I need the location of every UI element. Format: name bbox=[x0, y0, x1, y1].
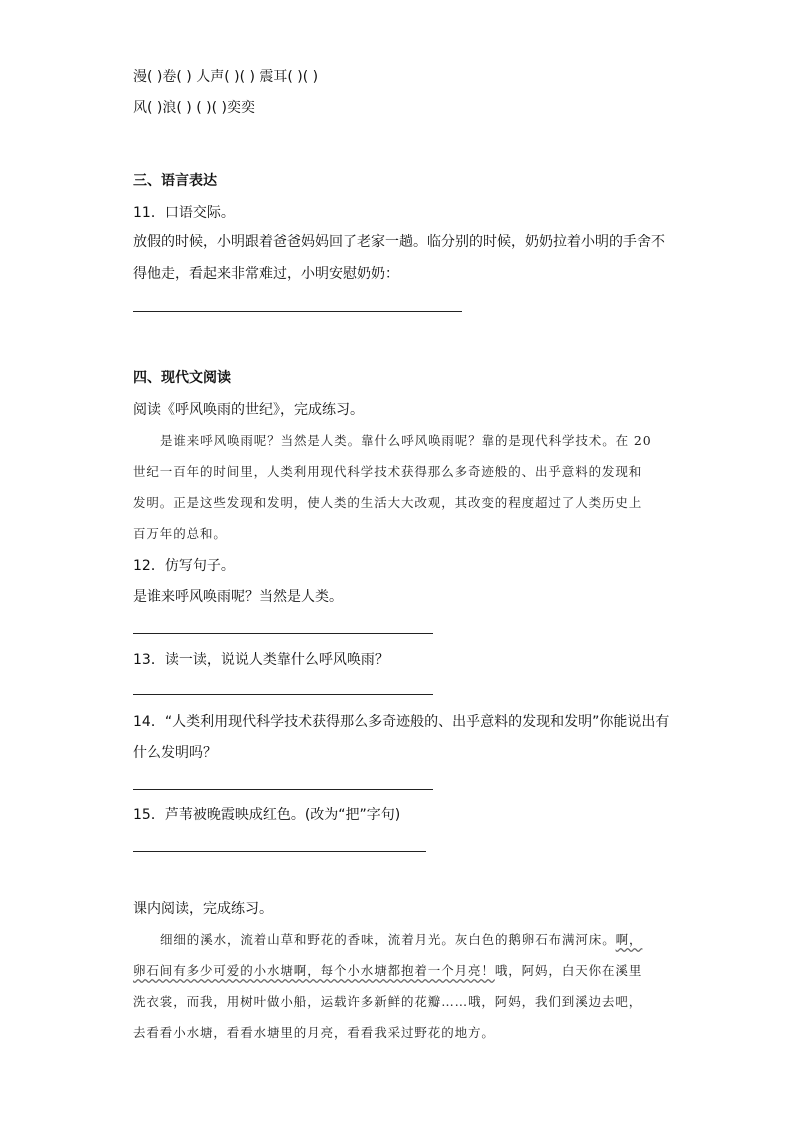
answer-line-q15[interactable] bbox=[133, 851, 426, 852]
passage-line-2: 世纪一百年的时间里，人类利用现代科学技术获得那么多奇迹般的、出乎意料的发现和 bbox=[133, 464, 643, 479]
answer-line-q12[interactable] bbox=[133, 633, 433, 634]
passage-line-1: 是谁来呼风唤雨呢？当然是人类。靠什么呼风唤雨呢？靠的是现代科学技术。在 20 bbox=[160, 433, 652, 448]
section-3-heading: 三、语言表达 bbox=[133, 173, 217, 189]
question-13: 13．读一读，说说人类靠什么呼风唤雨？ bbox=[133, 652, 389, 668]
passage-2-line-2-text: 哦，阿妈，白天你在溪里 bbox=[494, 963, 643, 978]
fill-blank-line-2: 风( )浪( ) ( )( )奕奕 bbox=[133, 100, 255, 116]
answer-line-q13[interactable] bbox=[133, 694, 433, 695]
section-4-heading: 四、现代文阅读 bbox=[133, 370, 231, 386]
question-11-title: 11．口语交际。 bbox=[133, 205, 235, 221]
question-14-line-2: 什么发明吗？ bbox=[133, 745, 217, 761]
question-15: 15．芦苇被晚霞映成红色。(改为“把”字句) bbox=[133, 807, 401, 823]
passage-2-line-2 bbox=[133, 962, 642, 980]
reading-2-intro: 课内阅读，完成练习。 bbox=[133, 901, 273, 917]
passage-line-3: 发明。正是这些发现和发明，使人类的生活大大改观，其改变的程度超过了人类历史上 bbox=[133, 495, 643, 510]
answer-line-q11[interactable] bbox=[133, 311, 462, 312]
question-12-title: 12．仿写句子。 bbox=[133, 558, 235, 574]
passage-2-line-3: 洗衣裳，而我，用树叶做小船，运载许多新鲜的花瓣……哦，阿妈，我们到溪边去吧， bbox=[133, 994, 643, 1009]
reading-intro: 阅读《呼风唤雨的世纪》，完成练习。 bbox=[133, 402, 364, 418]
question-12-sentence: 是谁来呼风唤雨呢？当然是人类。 bbox=[133, 589, 343, 605]
passage-2-underlined-start: 啊， bbox=[615, 932, 643, 947]
passage-2-line-1 bbox=[160, 931, 642, 949]
fill-blank-line-1: 漫( )卷( ) 人声( )( ) 震耳( )( ) bbox=[133, 69, 319, 85]
passage-2-line-4: 去看看小水塘，看看水塘里的月亮，看看我采过野花的地方。 bbox=[133, 1025, 495, 1040]
passage-line-4: 百万年的总和。 bbox=[133, 526, 227, 541]
question-14-line-1: 14．“人类利用现代科学技术获得那么多奇迹般的、出乎意料的发现和发明”你能说出有 bbox=[133, 714, 670, 730]
question-11-text-line-2: 得他走，看起来非常难过，小明安慰奶奶： bbox=[133, 266, 399, 282]
passage-2-line-1-text: 细细的溪水，流着山草和野花的香味，流着月光。灰白色的鹅卵石布满河床。 bbox=[160, 932, 616, 947]
question-11-text-line-1: 放假的时候，小明跟着爸爸妈妈回了老家一趟。临分别的时候，奶奶拉着小明的手舍不 bbox=[133, 234, 665, 250]
answer-line-q14[interactable] bbox=[133, 789, 433, 790]
passage-2-underlined-sentence: 卵石间有多少可爱的小水塘啊，每个小水塘都抱着一个月亮！ bbox=[133, 963, 495, 978]
